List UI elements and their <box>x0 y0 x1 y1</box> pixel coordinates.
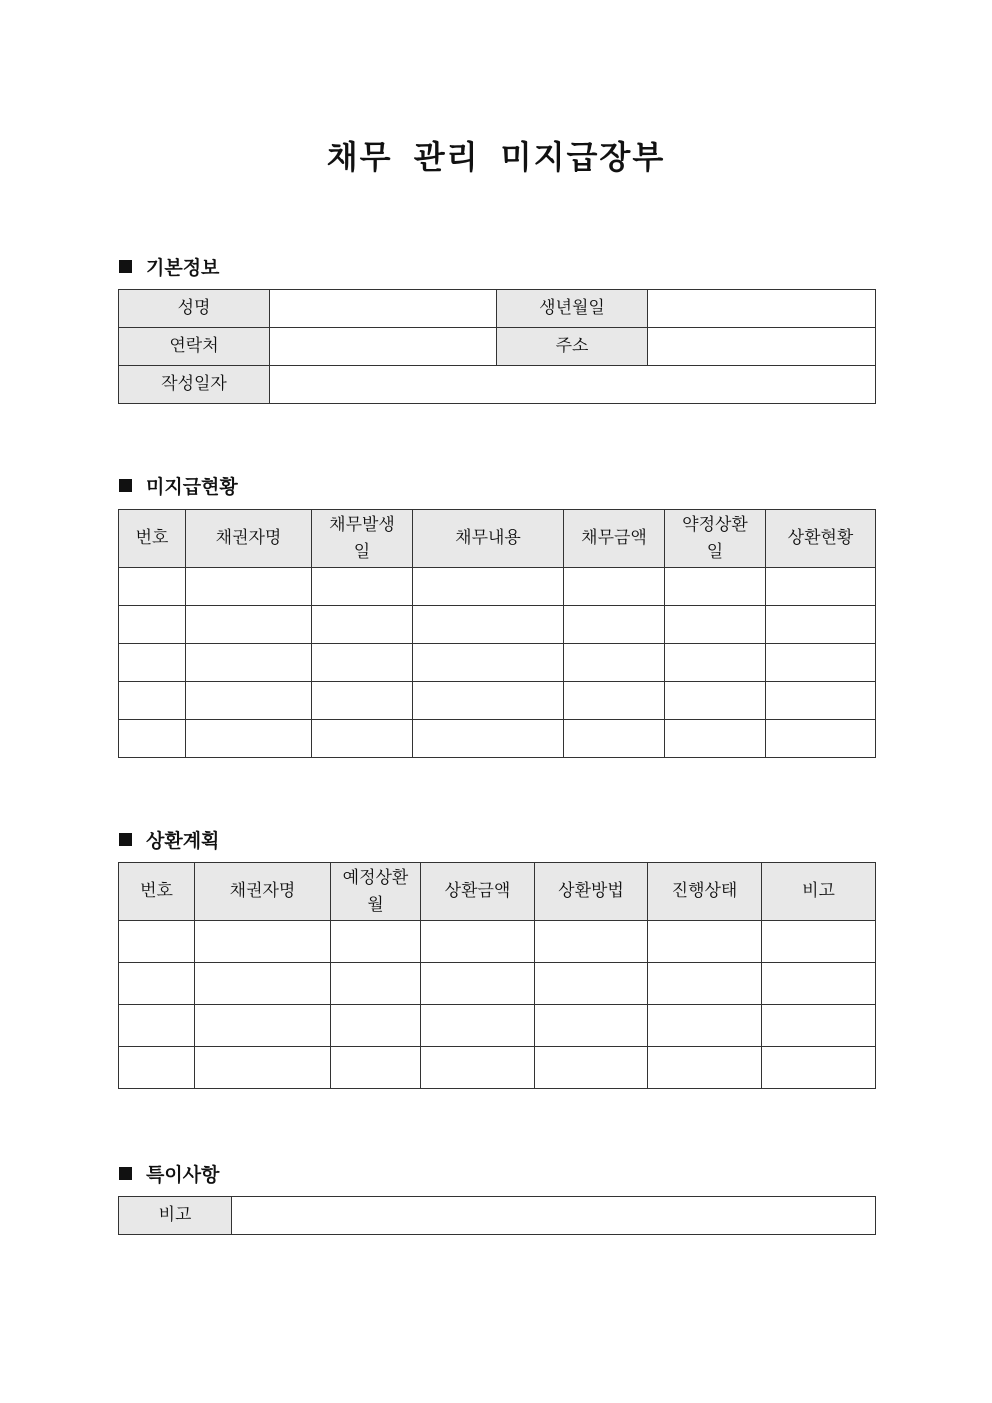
plan-cell[interactable] <box>535 921 648 963</box>
section-heading: 상환계획 <box>146 830 220 852</box>
plan-row <box>119 1005 876 1047</box>
plan-cell[interactable] <box>535 963 648 1005</box>
unpaid-cell[interactable] <box>312 644 413 682</box>
section-basic-info <box>119 253 219 280</box>
unpaid-cell[interactable] <box>312 682 413 720</box>
unpaid-cell[interactable] <box>766 568 876 606</box>
square-bullet-icon <box>119 260 132 273</box>
unpaid-cell[interactable] <box>413 720 564 758</box>
unpaid-table <box>118 509 876 758</box>
plan-cell[interactable] <box>119 1047 195 1089</box>
unpaid-cell[interactable] <box>564 720 665 758</box>
unpaid-cell[interactable] <box>665 682 766 720</box>
plan-cell[interactable] <box>331 1047 421 1089</box>
plan-cell[interactable] <box>331 921 421 963</box>
unpaid-cell[interactable] <box>766 644 876 682</box>
unpaid-cell[interactable] <box>766 682 876 720</box>
address-label: 주소 <box>497 328 648 366</box>
header-cell: 채무발생 일 <box>312 510 413 568</box>
unpaid-cell[interactable] <box>665 606 766 644</box>
unpaid-cell[interactable] <box>564 644 665 682</box>
section-heading: 특이사항 <box>146 1164 220 1186</box>
section-plan <box>119 826 219 853</box>
unpaid-cell[interactable] <box>119 644 186 682</box>
plan-cell[interactable] <box>421 963 535 1005</box>
plan-cell[interactable] <box>762 1047 876 1089</box>
header-cell: 비고 <box>762 863 876 921</box>
plan-row <box>119 963 876 1005</box>
name-label: 성명 <box>119 290 270 328</box>
unpaid-cell[interactable] <box>413 682 564 720</box>
plan-cell[interactable] <box>119 1005 195 1047</box>
plan-cell[interactable] <box>195 1047 331 1089</box>
unpaid-cell[interactable] <box>312 568 413 606</box>
plan-row <box>119 921 876 963</box>
unpaid-cell[interactable] <box>119 568 186 606</box>
plan-cell[interactable] <box>195 921 331 963</box>
birth-label: 생년월일 <box>497 290 648 328</box>
plan-cell[interactable] <box>535 1005 648 1047</box>
notes-field[interactable] <box>232 1197 876 1235</box>
header-cell: 예정상환 월 <box>331 863 421 921</box>
plan-cell[interactable] <box>421 1005 535 1047</box>
plan-table <box>118 862 876 1089</box>
unpaid-cell[interactable] <box>665 644 766 682</box>
unpaid-cell[interactable] <box>119 682 186 720</box>
unpaid-cell[interactable] <box>564 682 665 720</box>
plan-cell[interactable] <box>648 1005 762 1047</box>
square-bullet-icon <box>119 1167 132 1180</box>
page-title: 채무 관리 미지급장부 <box>326 138 666 176</box>
plan-cell[interactable] <box>195 1005 331 1047</box>
unpaid-row <box>119 568 876 606</box>
plan-cell[interactable] <box>762 921 876 963</box>
plan-cell[interactable] <box>762 963 876 1005</box>
name-field[interactable] <box>270 290 497 328</box>
date-label: 작성일자 <box>119 366 270 404</box>
header-cell: 채무금액 <box>564 510 665 568</box>
unpaid-cell[interactable] <box>766 606 876 644</box>
square-bullet-icon <box>119 479 132 492</box>
header-cell: 채무내용 <box>413 510 564 568</box>
unpaid-cell[interactable] <box>312 720 413 758</box>
unpaid-cell[interactable] <box>413 568 564 606</box>
plan-cell[interactable] <box>421 921 535 963</box>
section-heading: 기본정보 <box>146 257 220 279</box>
section-notes <box>119 1160 219 1187</box>
unpaid-cell[interactable] <box>766 720 876 758</box>
plan-cell[interactable] <box>195 963 331 1005</box>
unpaid-cell[interactable] <box>564 568 665 606</box>
birth-field[interactable] <box>648 290 876 328</box>
unpaid-cell[interactable] <box>186 644 312 682</box>
header-cell: 상환방법 <box>535 863 648 921</box>
basic-info-table <box>118 289 876 404</box>
unpaid-cell[interactable] <box>186 606 312 644</box>
header-cell: 채권자명 <box>195 863 331 921</box>
unpaid-cell[interactable] <box>119 720 186 758</box>
unpaid-cell[interactable] <box>413 644 564 682</box>
plan-cell[interactable] <box>648 1047 762 1089</box>
unpaid-row <box>119 682 876 720</box>
header-cell: 번호 <box>119 863 195 921</box>
plan-cell[interactable] <box>648 921 762 963</box>
unpaid-cell[interactable] <box>665 568 766 606</box>
header-cell: 채권자명 <box>186 510 312 568</box>
address-field[interactable] <box>648 328 876 366</box>
plan-cell[interactable] <box>535 1047 648 1089</box>
square-bullet-icon <box>119 833 132 846</box>
unpaid-cell[interactable] <box>119 606 186 644</box>
unpaid-cell[interactable] <box>665 720 766 758</box>
unpaid-row <box>119 606 876 644</box>
unpaid-cell[interactable] <box>186 568 312 606</box>
date-field[interactable] <box>270 366 876 404</box>
plan-cell[interactable] <box>762 1005 876 1047</box>
contact-field[interactable] <box>270 328 497 366</box>
unpaid-row <box>119 644 876 682</box>
unpaid-cell[interactable] <box>186 682 312 720</box>
contact-label: 연락처 <box>119 328 270 366</box>
unpaid-cell[interactable] <box>564 606 665 644</box>
notes-label: 비고 <box>119 1197 232 1235</box>
section-heading: 미지급현황 <box>146 476 238 498</box>
plan-cell[interactable] <box>331 1005 421 1047</box>
header-cell: 약정상환 일 <box>665 510 766 568</box>
unpaid-cell[interactable] <box>186 720 312 758</box>
notes-table <box>118 1196 876 1235</box>
header-cell: 상환금액 <box>421 863 535 921</box>
unpaid-cell[interactable] <box>312 606 413 644</box>
header-cell: 상환현황 <box>766 510 876 568</box>
unpaid-cell[interactable] <box>413 606 564 644</box>
plan-cell[interactable] <box>421 1047 535 1089</box>
plan-cell[interactable] <box>648 963 762 1005</box>
plan-row <box>119 1047 876 1089</box>
plan-cell[interactable] <box>331 963 421 1005</box>
header-cell: 번호 <box>119 510 186 568</box>
plan-cell[interactable] <box>119 921 195 963</box>
plan-cell[interactable] <box>119 963 195 1005</box>
unpaid-row <box>119 720 876 758</box>
section-unpaid <box>119 472 238 499</box>
header-cell: 진행상태 <box>648 863 762 921</box>
